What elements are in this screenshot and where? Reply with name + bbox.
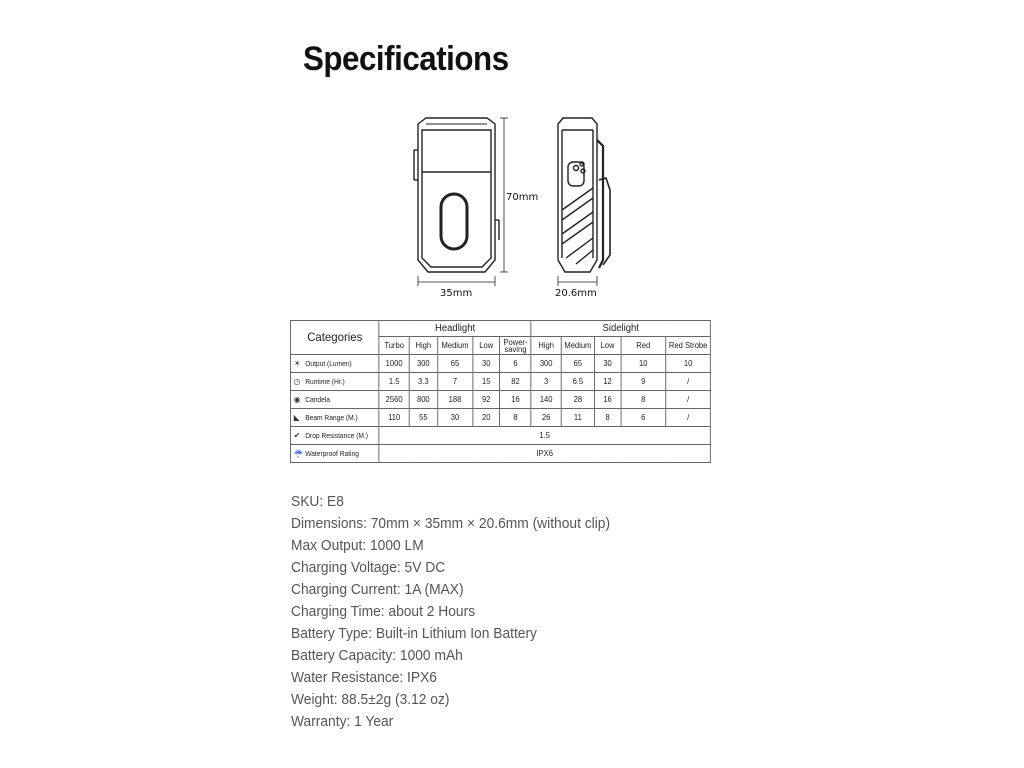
table-cell: /: [666, 391, 710, 409]
table-cell: 300: [409, 355, 437, 373]
row-label: ◉ Candela: [290, 391, 379, 409]
table-cell: 188: [437, 391, 472, 409]
table-cell: 20: [473, 409, 500, 427]
row-label: ☔ Waterproof Rating: [290, 445, 379, 463]
table-cell: 6: [500, 355, 531, 373]
mode-header: Low: [473, 337, 500, 355]
table-cell: 11: [561, 409, 594, 427]
table-cell: 800: [409, 391, 437, 409]
table-cell: 1.5: [379, 373, 409, 391]
table-cell: 1000: [379, 355, 409, 373]
table-cell: 8: [621, 391, 666, 409]
table-row: [290, 391, 710, 409]
spec-line: Dimensions: 70mm × 35mm × 20.6mm (without clip): [291, 515, 611, 532]
table-cell: 6.5: [561, 373, 594, 391]
table-row: [290, 409, 710, 427]
drop-check-icon: ✔: [293, 430, 301, 440]
table-cell: 12: [594, 373, 620, 391]
spec-line: Charging Time: about 2 Hours: [291, 603, 476, 620]
table-cell: 3.3: [409, 373, 437, 391]
mode-header: Medium: [437, 337, 472, 355]
categories-header: Categories: [290, 321, 379, 355]
product-dimension-diagram: [400, 110, 640, 305]
table-cell: 55: [409, 409, 437, 427]
waterproof-icon: ☔: [293, 448, 304, 458]
mode-header: Power-saving: [500, 337, 531, 355]
row-label: ✔ Drop Resistance (M.): [290, 427, 379, 445]
candela-icon: ◉: [293, 394, 301, 404]
table-cell: IPX6: [379, 445, 710, 463]
table-cell: 65: [437, 355, 472, 373]
spec-line: Charging Voltage: 5V DC: [291, 559, 446, 576]
row-label: ◷ Runtime (Hr.): [290, 373, 379, 391]
table-cell: 16: [500, 391, 531, 409]
spec-line: Max Output: 1000 LM: [291, 537, 424, 554]
table-cell: 9: [621, 373, 666, 391]
table-cell: 30: [594, 355, 620, 373]
table-cell: 7: [437, 373, 472, 391]
spec-line: Battery Type: Built-in Lithium Ion Battery: [291, 625, 537, 642]
table-cell: 82: [500, 373, 531, 391]
width-dimension-label: 35mm: [440, 288, 473, 299]
beam-range-icon: ◣: [293, 412, 300, 422]
spec-table: [290, 320, 711, 463]
spec-line: SKU: E8: [291, 493, 344, 510]
spec-line: Warranty: 1 Year: [291, 713, 394, 730]
mode-header: Turbo: [379, 337, 409, 355]
table-cell: 300: [531, 355, 561, 373]
clock-icon: ◷: [293, 376, 301, 386]
table-cell: 28: [561, 391, 594, 409]
row-label: ◣ Beam Range (M.): [290, 409, 379, 427]
table-cell: 2560: [379, 391, 409, 409]
table-cell: 65: [561, 355, 594, 373]
spec-list: [291, 491, 638, 733]
table-cell: 26: [531, 409, 561, 427]
table-cell: /: [666, 373, 710, 391]
mode-header: Low: [594, 337, 620, 355]
spec-line: Water Resistance: IPX6: [291, 669, 437, 686]
spec-line: Battery Capacity: 1000 mAh: [291, 647, 463, 664]
flashlight-drawing: [400, 110, 640, 305]
table-cell: 30: [473, 355, 500, 373]
table-cell: 140: [531, 391, 561, 409]
table-cell: 10: [621, 355, 666, 373]
table-cell: 8: [500, 409, 531, 427]
mode-header: Medium: [561, 337, 594, 355]
table-cell: 6: [621, 409, 666, 427]
table-cell: 92: [473, 391, 500, 409]
table-cell: 16: [594, 391, 620, 409]
table-cell: /: [666, 409, 710, 427]
mode-header: Red Strobe: [666, 337, 710, 355]
page-title: Specifications: [303, 40, 509, 78]
depth-dimension-label: 20.6mm: [555, 288, 597, 299]
table-cell: 110: [379, 409, 409, 427]
headlight-header: Headlight: [379, 321, 531, 337]
mode-header: High: [409, 337, 437, 355]
mode-header: Red: [621, 337, 666, 355]
table-cell: 10: [666, 355, 710, 373]
sun-icon: ☀: [293, 358, 301, 368]
sidelight-header: Sidelight: [531, 321, 710, 337]
table-cell: 1.5: [379, 427, 710, 445]
table-cell: 8: [594, 409, 620, 427]
table-cell: 3: [531, 373, 561, 391]
mode-header: High: [531, 337, 561, 355]
table-cell: 15: [473, 373, 500, 391]
spec-line: Charging Current: 1A (MAX): [291, 581, 464, 598]
table-row: [290, 355, 710, 373]
table-row: [290, 373, 710, 391]
height-dimension-label: 70mm: [506, 192, 539, 203]
spec-line: Weight: 88.5±2g (3.12 oz): [291, 691, 450, 708]
table-cell: 30: [437, 409, 472, 427]
row-label: ☀ Output (Lumen): [290, 355, 379, 373]
